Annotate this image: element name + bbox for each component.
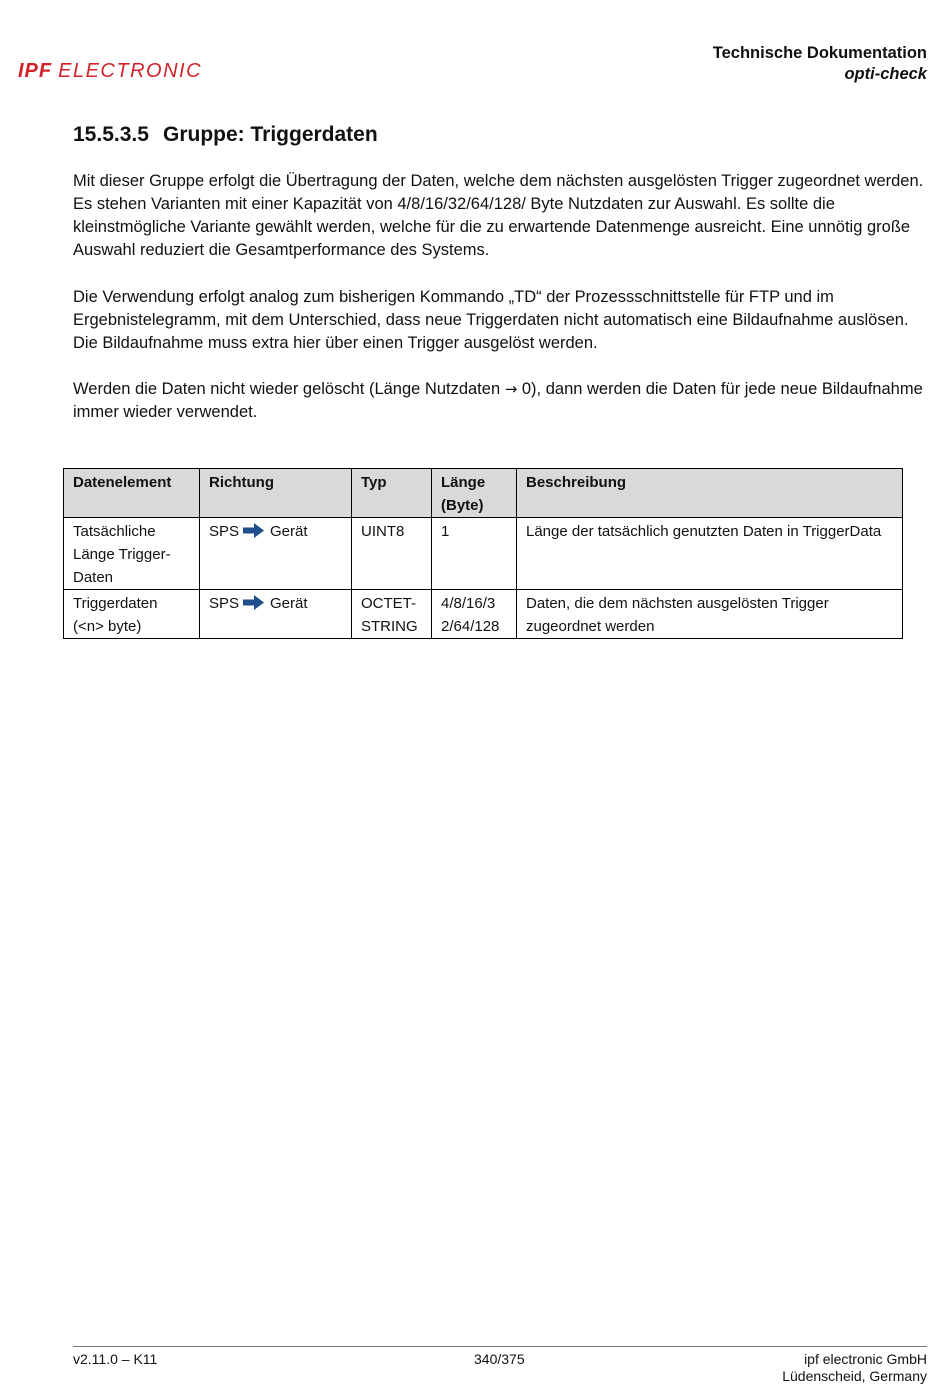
direction-from: SPS	[209, 595, 240, 612]
cell-description: Daten, die dem nächsten ausgelösten Trigger zugeordnet werden	[517, 590, 903, 639]
section-title: Gruppe: Triggerdaten	[163, 123, 378, 146]
arrow-icon: →	[504, 380, 518, 398]
doc-subtitle: opti-check	[844, 65, 927, 83]
header-element: Datenelement	[64, 469, 200, 518]
logo-brand: IPF	[18, 60, 53, 82]
cell-element: Tatsächliche Länge Trigger-Daten	[64, 518, 200, 590]
footer-company	[782, 1351, 927, 1385]
footer-company-name: ipf electronic GmbH	[804, 1351, 927, 1367]
header-direction: Richtung	[200, 469, 352, 518]
table-row	[64, 590, 903, 639]
logo-text: ELECTRONIC	[58, 60, 203, 82]
footer-divider	[73, 1346, 927, 1347]
trigger-data-table	[63, 468, 903, 639]
cell-type: OCTET-STRING	[352, 590, 432, 639]
paragraph-reuse	[73, 378, 928, 424]
right-arrow-icon	[243, 523, 264, 538]
header-type: Typ	[352, 469, 432, 518]
footer-page-number: 340/375	[474, 1351, 525, 1367]
direction-from: SPS	[209, 523, 240, 540]
cell-length: 1	[432, 518, 517, 590]
section-heading	[73, 123, 378, 147]
footer-location: Lüdenscheid, Germany	[782, 1368, 927, 1384]
cell-direction	[200, 590, 352, 639]
paragraph-usage: Die Verwendung erfolgt analog zum bisherigen Kommando „TD“ der Prozessschnittstelle für FTP und im Ergebnistelegramm, mit dem Unterschied, dass neue Triggerdaten nicht automatisch eine Bildaufnahme auslösen. Die Bildaufnahme muss extra hier über einen Trigger ausgelöst werden.	[73, 288, 909, 352]
paragraph-reuse-start: Werden die Daten nicht wieder gelöscht (Länge Nutzdaten	[73, 380, 505, 398]
cell-length: 4/8/16/32/64/128	[432, 590, 517, 639]
cell-type: UINT8	[352, 518, 432, 590]
footer-version: v2.11.0 – K11	[73, 1351, 158, 1367]
cell-direction	[200, 518, 352, 590]
document-header	[713, 43, 927, 85]
direction-to: Gerät	[270, 523, 308, 540]
header-length: Länge (Byte)	[432, 469, 517, 518]
table-row	[64, 518, 903, 590]
table-header-row	[64, 469, 903, 518]
cell-description: Länge der tatsächlich genutzten Daten in TriggerData	[517, 518, 903, 590]
direction-to: Gerät	[270, 595, 308, 612]
company-logo	[18, 60, 202, 82]
right-arrow-icon	[243, 595, 264, 610]
cell-element: Triggerdaten (<n> byte)	[64, 590, 200, 639]
paragraph-reuse-end: 0), dann werden die Daten für jede neue Bildaufnahme immer wieder verwendet.	[73, 380, 923, 421]
doc-title: Technische Dokumentation	[712, 44, 927, 62]
header-description: Beschreibung	[517, 469, 903, 518]
paragraph-intro: Mit dieser Gruppe erfolgt die Übertragung der Daten, welche dem nächsten ausgelösten Trigger zugeordnet werden. Es stehen Varianten mit einer Kapazität von 4/8/16/32/64/128/ Byte Nutzdaten zur Auswahl. Es sollte die kleinstmögliche Variante gewählt werden, welche für die zu erwartende Datenmenge ausreicht. Eine unnötig große Auswahl reduziert die Gesamtperformance des Systems.	[73, 172, 924, 259]
section-number: 15.5.3.5	[73, 123, 149, 146]
